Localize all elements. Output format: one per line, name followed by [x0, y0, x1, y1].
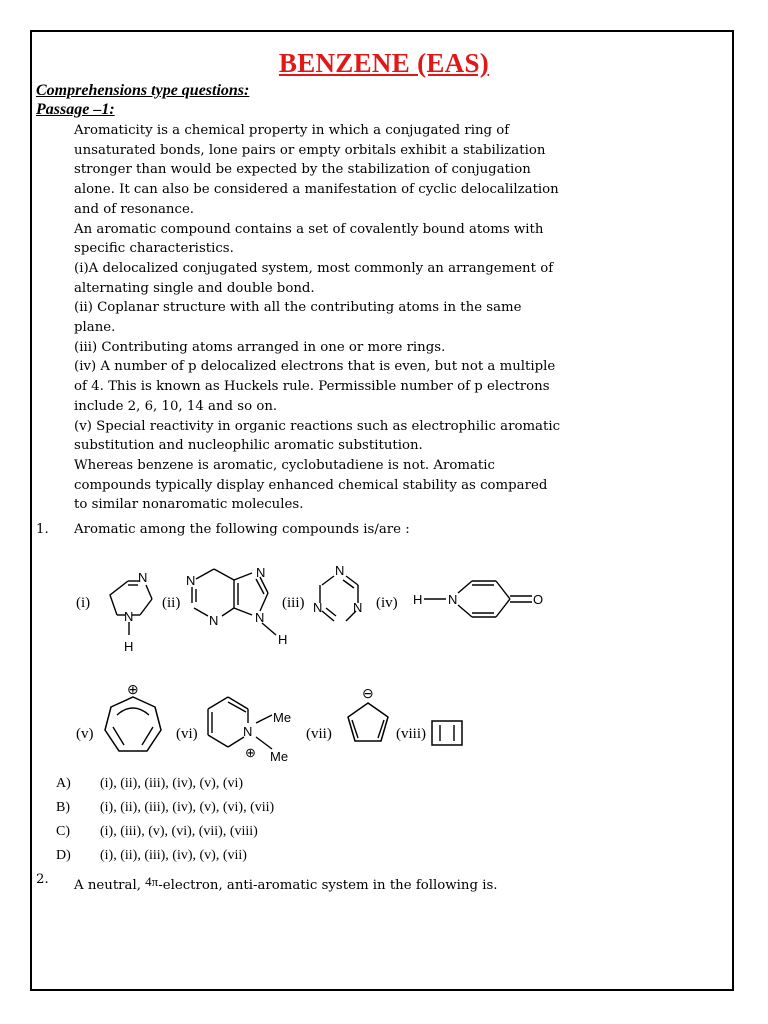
option-a-text[interactable]: (i), (ii), (iii), (iv), (v), (vi)	[100, 776, 244, 791]
atom-o: O	[533, 592, 544, 607]
question-2-text	[74, 874, 498, 893]
passage-line: compounds typically display enhanced chemical stability as compared	[74, 477, 548, 493]
structure-tropylium	[105, 697, 161, 751]
atom-n: N	[186, 573, 196, 588]
negative-charge-icon: ⊖	[362, 685, 374, 701]
methyl-group: Me	[273, 710, 292, 725]
structure-label-vi: (vi)	[176, 726, 198, 742]
passage-line: alternating single and double bond.	[74, 280, 315, 296]
atom-n: N	[353, 600, 363, 615]
passage-line: Aromaticity is a chemical property in which a conjugated ring of	[74, 123, 510, 138]
option-b-text[interactable]: (i), (ii), (iii), (iv), (v), (vi), (vii)	[100, 800, 275, 815]
structure-imidazole	[110, 581, 152, 635]
section-heading: Comprehensions type questions:	[36, 82, 250, 99]
structure-label-v: (v)	[76, 726, 94, 742]
question-2-text-after: -electron, anti-aromatic system in the following is.	[158, 878, 498, 893]
passage-line: (ii) Coplanar structure with all the contributing atoms in the same	[74, 300, 522, 316]
passage-heading: Passage –1:	[36, 101, 115, 118]
option-d-text[interactable]: (i), (ii), (iii), (iv), (v), (vii)	[100, 848, 247, 863]
structure-cyclopentadienyl-anion	[348, 703, 388, 741]
option-c-letter: C)	[56, 824, 70, 839]
atom-h: H	[278, 632, 288, 647]
option-c-text[interactable]: (i), (iii), (v), (vi), (vii), (viii)	[100, 824, 258, 839]
atom-h: H	[413, 592, 423, 607]
structure-pyridone	[424, 581, 532, 617]
option-a-letter: A)	[56, 776, 71, 791]
passage-line: plane.	[74, 320, 116, 336]
passage-line: (iii) Contributing atoms arranged in one or more rings.	[74, 339, 446, 355]
atom-n: N	[209, 613, 219, 628]
structures-diagram	[0, 555, 768, 785]
question-2-number: 2.	[36, 872, 49, 887]
question-2-text-before: A neutral,	[74, 878, 141, 893]
passage-line: stronger than would be expected by the stabilization of conjugation	[74, 162, 531, 178]
question-1-number: 1.	[36, 522, 49, 537]
structure-dimethylpyridinium	[208, 697, 272, 749]
passage-line: unsaturated bonds, lone pairs or empty orbitals exhibit a stabilization	[74, 142, 546, 158]
option-b-letter: B)	[56, 800, 70, 815]
atom-n: N	[255, 610, 265, 625]
structure-label-iii: (iii)	[282, 595, 305, 611]
page-title: BENZENE (EAS)	[278, 48, 490, 78]
passage-line: and of resonance.	[74, 201, 195, 217]
question-2-formula: 4π	[145, 874, 159, 889]
atom-h: H	[124, 639, 134, 654]
structure-label-iv: (iv)	[376, 595, 398, 611]
structure-label-ii: (ii)	[162, 595, 181, 611]
methyl-group: Me	[270, 749, 289, 764]
passage-body	[74, 121, 674, 515]
option-d-letter: D)	[56, 848, 71, 863]
structure-label-i: (i)	[76, 595, 91, 611]
atom-n: N	[138, 570, 148, 585]
atom-n: N	[313, 600, 323, 615]
structure-cyclobutadiene	[432, 721, 462, 745]
passage-line: include 2, 6, 10, 14 and so on.	[74, 398, 278, 414]
structure-label-vii: (vii)	[306, 726, 332, 742]
passage-line: substitution and nucleophilic aromatic substitution.	[74, 438, 423, 454]
passage-line: (i)A delocalized conjugated system, most commonly an arrangement of	[74, 260, 554, 276]
passage-line: Whereas benzene is aromatic, cyclobutadiene is not. Aromatic	[74, 457, 495, 473]
passage-line: An aromatic compound contains a set of covalently bound atoms with	[74, 221, 544, 237]
atom-n: N	[124, 609, 134, 624]
atom-n: N	[335, 563, 345, 578]
atom-n: N	[448, 592, 458, 607]
atom-n: N	[243, 724, 253, 739]
passage-line: (iv) A number of p delocalized electrons that is even, but not a multiple	[74, 359, 556, 375]
positive-charge-icon: ⊕	[245, 745, 256, 760]
passage-line: alone. It can also be considered a manifestation of cyclic delocalilzation	[74, 182, 559, 198]
passage-line: (v) Special reactivity in organic reactions such as electrophilic aromatic	[74, 418, 561, 434]
structure-label-viii: (viii)	[396, 726, 426, 742]
passage-line: specific characteristics.	[74, 241, 234, 257]
passage-line: to similar nonaromatic molecules.	[74, 497, 304, 513]
passage-line: of 4. This is known as Huckels rule. Permissible number of p electrons	[74, 379, 550, 395]
positive-charge-icon: ⊕	[127, 681, 139, 697]
atom-n: N	[256, 565, 266, 580]
question-1-text: Aromatic among the following compounds is/are :	[74, 522, 410, 537]
